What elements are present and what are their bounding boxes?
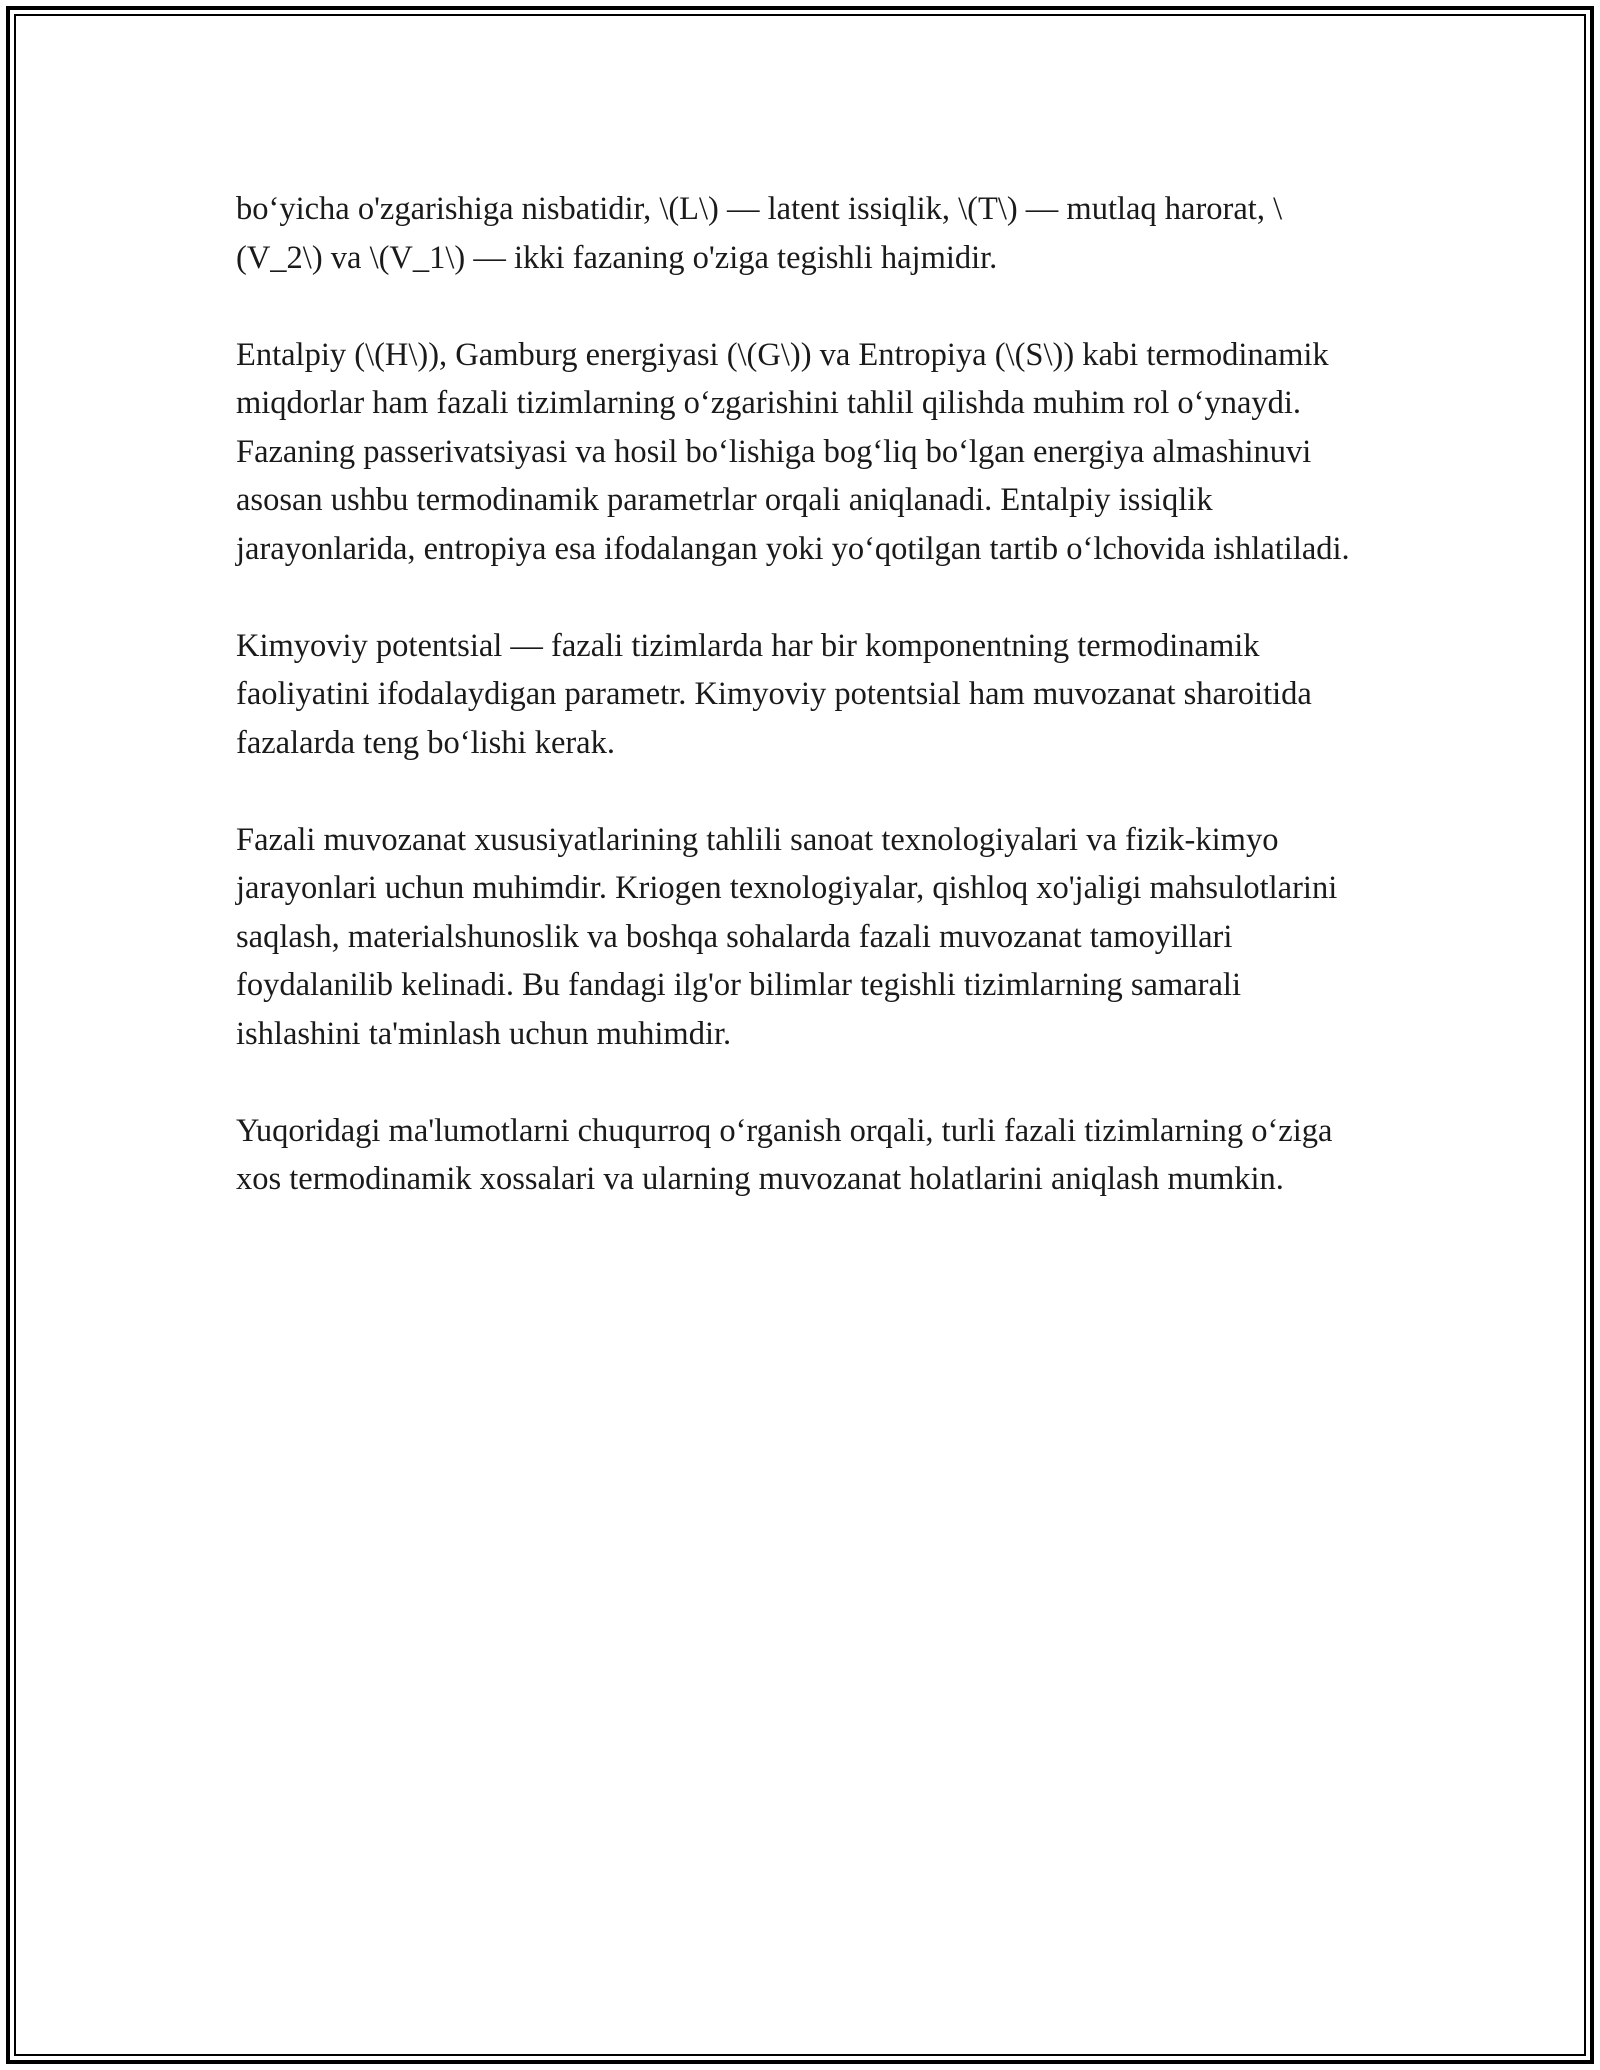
document-body — [236, 185, 1366, 1204]
paragraph-chemical-potential: Kimyoviy potentsial — fazali tizimlarda har bir komponentning termodinamik faoliyatini ifodalaydigan parametr. Kimyoviy potentsial ham muvozanat sharoitida fazalarda teng bo‘lishi kerak. — [236, 627, 1312, 761]
paragraph-conclusion: Yuqoridagi ma'lumotlarni chuqurroq o‘rganish orqali, turli fazali tizimlarning o‘ziga xos termodinamik xossalari va ularning muvozanat holatlarini aniqlash mumkin. — [236, 1112, 1333, 1197]
paragraph-continuation: bo‘yicha o'zgarishiga nisbatidir, \(L\) — latent issiqlik, \(T\) — mutlaq harorat, \(V_2\) va \(V_1\) — ikki fazaning o'ziga tegishli hajmidir. — [236, 191, 1283, 276]
paragraph-thermodynamic-quantities: Entalpiy (\(H\)), Gamburg energiyasi (\(G\)) va Entropiya (\(S\)) kabi termodinamik miqdorlar ham fazali tizimlarning o‘zgarishini tahlil qilishda muhim rol o‘ynaydi. Fazaning passerivatsiyasi va hosil bo‘lishiga bog‘liq bo‘lgan energiya almashinuvi asosan ushbu termodinamik parametrlar orqali aniqlanadi. Entalpiy issiqlik jarayonlarida, entropiya esa ifodalangan yoki yo‘qotilgan tartib o‘lchovida ishlatiladi. — [236, 336, 1350, 567]
paragraph-phase-equilibrium-applications: Fazali muvozanat xususiyatlarining tahlili sanoat texnologiyalari va fizik-kimyo jarayonlari uchun muhimdir. Kriogen texnologiyalar, qishloq xo'jaligi mahsulotlarini saqlash, materialshunoslik va boshqa sohalarda fazali muvozanat tamoyillari foydalanilib kelinadi. Bu fandagi ilg'or bilimlar tegishli tizimlarning samarali ishlashini ta'minlash uchun muhimdir. — [236, 821, 1338, 1052]
